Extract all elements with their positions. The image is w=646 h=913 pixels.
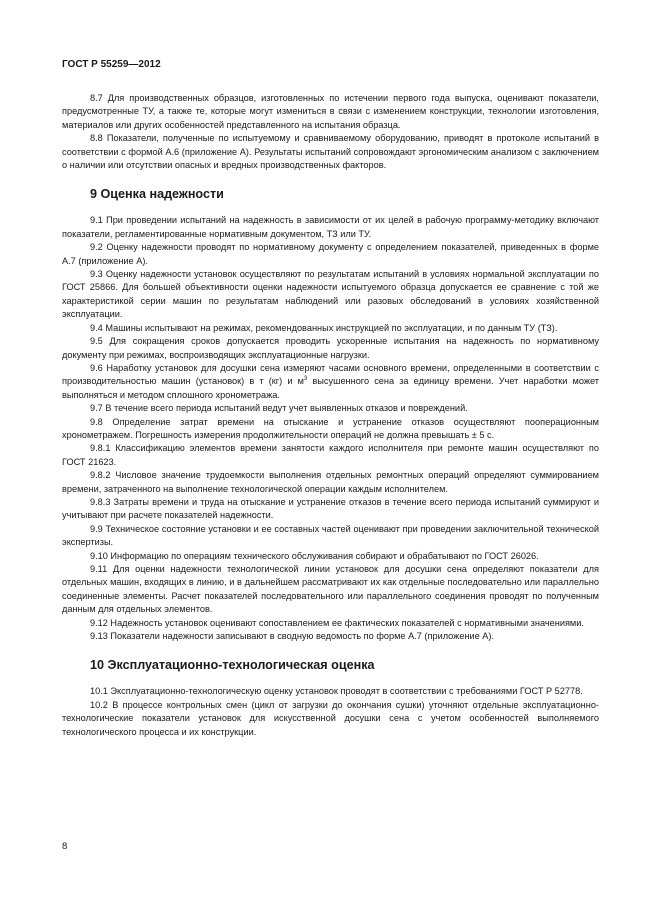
paragraph-9-7: 9.7 В течение всего периода испытаний ведут учет выявленных отказов и повреждений. [90,403,468,414]
paragraph-9-6-text-a: 9.6 Наработку установок для досушки сена измеряют часами основного времени, определенными в соответствии с производительностью машин (установок) в т (кг) и м [62,362,599,387]
paragraph-9-6 [62,362,599,402]
paragraph-10-1: 10.1 Эксплуатационно-технологическую оценку установок проводят в соответствии с требованиями ГОСТ Р 52778. [90,686,583,697]
paragraph-9-3: 9.3 Оценку надежности установок осуществляют по результатам испытаний в условиях нормальной эксплуатации по ГОСТ 25866. Для большей объективности оценки надежности испытуемого образца допускается ее сравнение с той же характеристикой серии машин по результатам наблюдений или разовых обследований в условиях хозяйственной эксплуатации. [62,269,599,320]
superscript-cubic: 3 [303,376,308,383]
paragraph-9-8-3: 9.8.3 Затраты времени и труда на отыскание и устранение отказов в течение всего периода испытаний суммируют и учитывают при расчете показателей надежности. [62,496,599,521]
page-number: 8 [62,841,68,852]
paragraph-9-11: 9.11 Для оценки надежности технологической линии установок для досушки сена определяют показатели для отдельных машин, входящих в линию, и в дальнейшем рассматривают их как отдельные последовательно или параллельно соединенные элементы. Расчет показателей последовательного или параллельного соединения проводят по полученным данным для отдельных элементов. [62,564,599,615]
paragraph-9-13: 9.13 Показатели надежности записывают в сводную ведомость по форме А.7 (приложение А). [90,631,495,642]
paragraph-9-8-1: 9.8.1 Классификацию элементов времени занятости каждого исполнителя при ремонте машин осуществляют по ГОСТ 21623. [62,443,599,467]
paragraph-9-8: 9.8 Определение затрат времени на отыскание и устранение отказов осуществляют пооперационным хронометражем. Погрешность измерения продолжительности операций не должна превышать ± 5 с. [62,416,599,440]
paragraph-9-6-text-b: высушенного сена за единицу времени. Учет наработки может выполняться и методом сплошного хронометража. [62,376,600,400]
section-10-title: 10 Эксплуатационно-технологическая оценка [90,658,375,673]
paragraph-9-4: 9.4 Машины испытывают на режимах, рекомендованных инструкцией по эксплуатации, и по данным ТУ (ТЗ). [90,322,558,333]
paragraph-10-2: 10.2 В процессе контрольных смен (цикл от загрузки до окончания сушки) уточняют отдельные эксплуатационно-технологические показатели установок для искусственной досушки сена с учетом особенностей выполняемого технологического процесса и их конструкции. [62,699,599,737]
paragraph-9-12: 9.12 Надежность установок оценивают сопоставлением ее фактических показателей с нормативными значениями. [90,617,584,628]
paragraph-9-8-2: 9.8.2 Числовое значение трудоемкости выполнения отдельных ремонтных операций определяют суммированием времени, затраченного на выполнение технологической операции каждым исполнителем. [62,470,599,494]
paragraph-9-1: 9.1 При проведении испытаний на надежность в зависимости от их целей в рабочую программу-методику включают показатели, регламентированные нормативным документом, ТЗ или ТУ. [62,215,599,239]
paragraph-8-7: 8.7 Для производственных образцов, изготовленных по истечении первого года выпуска, оценивают показатели, предусмотренные ТУ, а также те, которые могут измениться в связи с изменением конструкции, технологии изготовления, материалов или других особенностей представленного на испытания образца. [62,93,599,130]
paragraph-9-5: 9.5 Для сокращения сроков допускается проводить ускоренные испытания на надежность по нормативному документу при режимах, воспроизводящих эксплуатационные нагрузки. [62,336,599,360]
paragraph-9-9: 9.9 Техническое состояние установки и ее составных частей оценивают при проведении заключительной технической экспертизы. [62,523,599,548]
paragraph-9-10: 9.10 Информацию по операциям технического обслуживания собирают и обрабатывают по ГОСТ 26026. [90,550,539,561]
page-body [62,92,599,739]
document-header: ГОСТ Р 55259—2012 [62,59,161,70]
section-9-title: 9 Оценка надежности [90,187,224,202]
paragraph-9-2: 9.2 Оценку надежности проводят по нормативному документу с определением показателей, приведенных в форме А.7 (приложение А). [62,242,599,266]
paragraph-8-8: 8.8 Показатели, полученные по испытуемому и сравниваемому оборудованию, приводят в протоколе испытаний в соответствии с формой А.6 (приложение А). Результаты испытаний сопровождают эргономическим анализом с заключением о наличии или отсутствии опасных и вредных производственных факторов. [62,133,599,171]
